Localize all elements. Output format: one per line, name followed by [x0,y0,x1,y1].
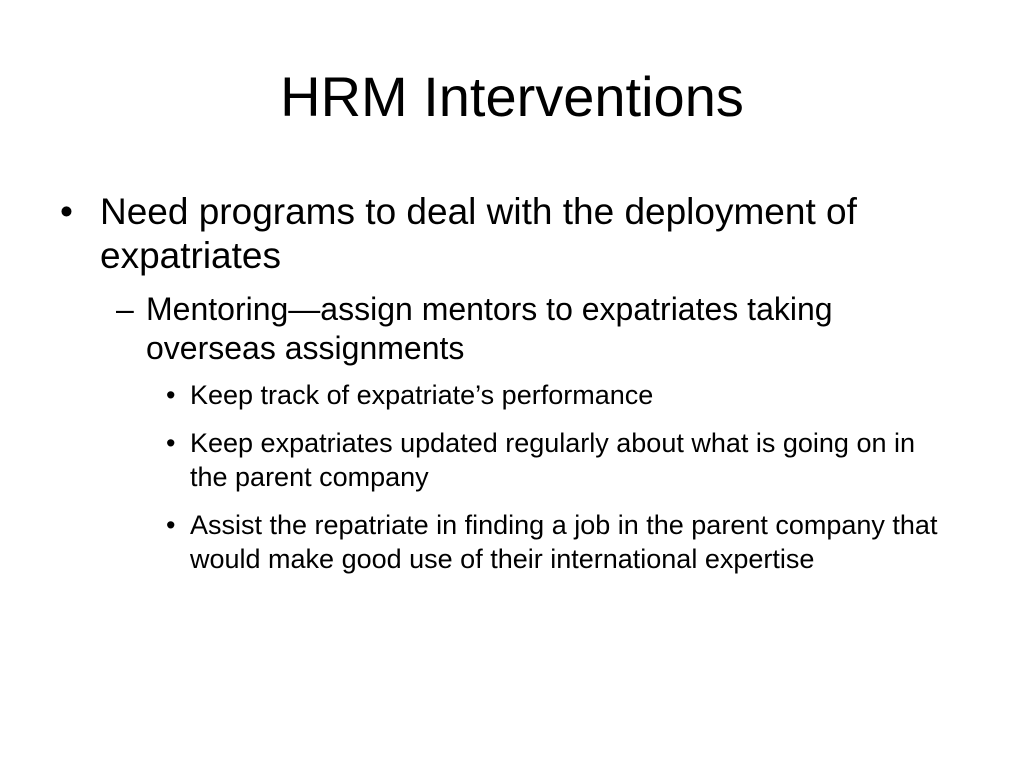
bullet-level-3 [162,378,956,412]
bullet-text: Assist the repatriate in finding a job in the parent company that would make good use of their international expertise [190,510,938,574]
bullet-level-2 [116,290,956,368]
slide-body [56,190,956,576]
bullet-text: Keep expatriates updated regularly about what is going on in the parent company [190,428,915,492]
dash-marker: – [116,291,134,327]
bullet-level-3 [162,508,956,576]
bullet-marker: • [166,510,176,540]
bullet-text: Keep track of expatriate’s performance [190,380,654,410]
bullet-text: Need programs to deal with the deployment of expatriates [100,191,857,276]
bullet-marker: • [166,380,176,410]
slide-title: HRM Interventions [280,65,744,128]
bullet-level-3 [162,426,956,494]
bullet-marker: • [166,428,176,458]
bullet-level-1 [56,190,956,278]
bullet-marker: • [60,191,73,232]
bullet-text: Mentoring—assign mentors to expatriates taking overseas assignments [146,291,833,366]
